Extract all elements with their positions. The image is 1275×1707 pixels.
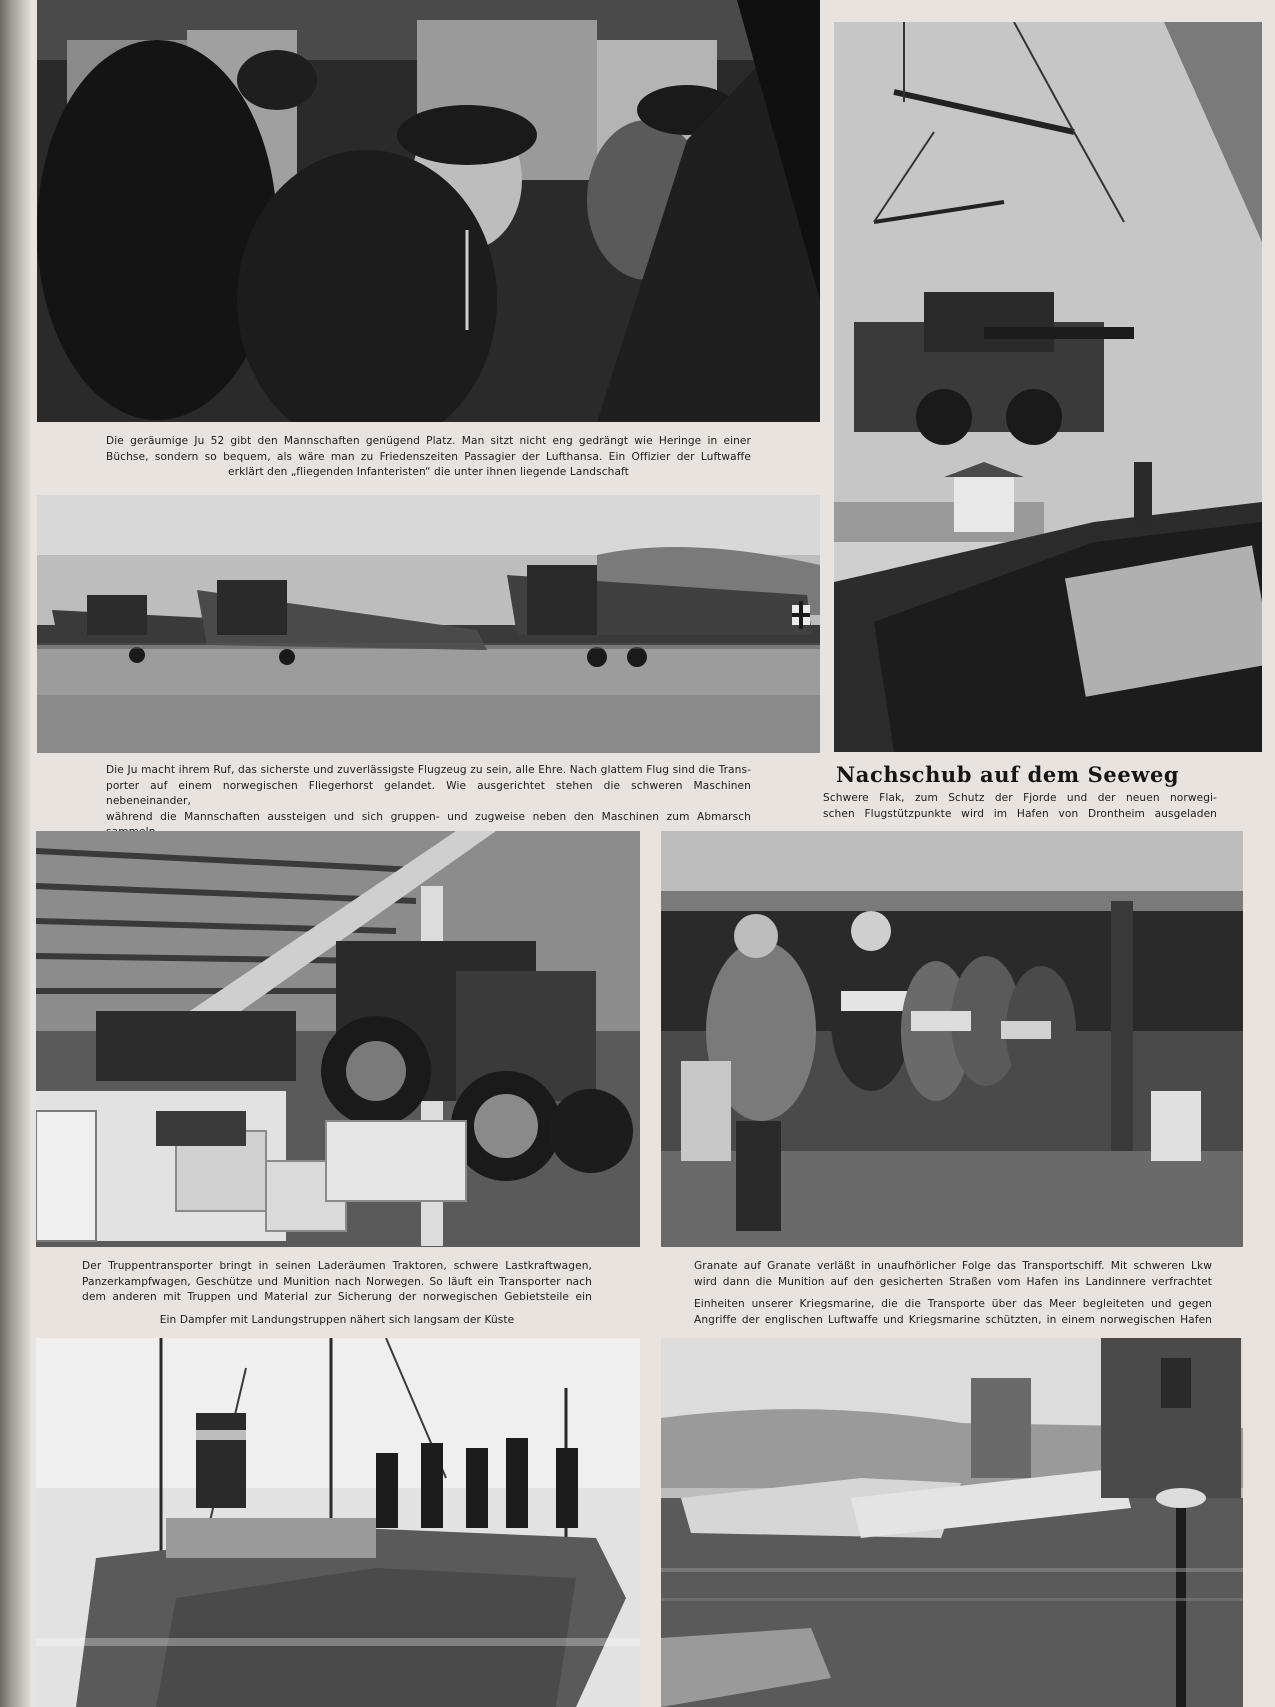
- photo-crane-unloading: [834, 22, 1262, 752]
- photo-steamer: [36, 1338, 640, 1707]
- caption-crane: Schwere Flak, zum Schutz der Fjorde und der neuen norwegi- schen Flugstützpunkte wird im Hafen von Drontheim ausgeladen: [823, 792, 1217, 820]
- photo-navy-harbor: [661, 1338, 1243, 1707]
- caption-plane-cabin: Die geräumige Ju 52 gibt den Mannschaften genügend Platz. Man sitzt nicht eng gedrängt wie Heringe in einer Büchse, sondern so bequem, als wäre man zu Friedenszeiten Passagier der Lufthansa. Ein Offizier der Luftwaffe erklärt den „fliegenden Infanteristen“ die unter ihnen liegende Landschaft: [106, 435, 751, 478]
- caption-ammunition: Granate auf Granate verläßt in unaufhörlicher Folge das Transportschiff. Mit schweren Lkw wird dann die Munition auf den gesicherten Straßen vom Hafen ins Landinnere verfrachtet: [694, 1260, 1212, 1288]
- section-title: Nachschub auf dem Seeweg: [836, 762, 1180, 787]
- photo-airfield: [37, 495, 820, 753]
- caption-navy: Einheiten unserer Kriegsmarine, die die Transporte über das Meer begleiteten und gegen Angriffe der englischen Luftwaffe und Kriegsmarine schützten, in einem norwegischen Hafen: [694, 1298, 1212, 1326]
- caption-steamer: Ein Dampfer mit Landungstruppen nähert sich langsam der Küste: [159, 1314, 515, 1326]
- page-binding-edge: [0, 0, 30, 1707]
- caption-airfield: Die Ju macht ihrem Ruf, das sicherste und zuverlässigste Flugzeug zu sein, alle Ehre. Nach glattem Flug sind die Trans- porter auf einem norwegischen Fliegerhorst gelandet. Wie ausgerichtet stehen die schweren Maschinen nebeneinander, während die Mannschaften aussteigen und sich gruppen- und zugweise neben den Maschinen zum Abmarsch: [106, 764, 751, 823]
- photo-ammunition: [661, 831, 1243, 1247]
- photo-cargo-hold: [36, 831, 640, 1247]
- photo-plane-cabin: [37, 0, 820, 422]
- caption-cargo-hold: Der Truppentransporter bringt in seinen Laderäumen Traktoren, schwere Lastkraftwagen, Panzerkampfwagen, Geschütze und Munition nach Norwegen. So läuft ein Transporter nach dem anderen mit Truppen und Material zur Sicherung der norwegischen Gebietsteile ein: [82, 1260, 592, 1303]
